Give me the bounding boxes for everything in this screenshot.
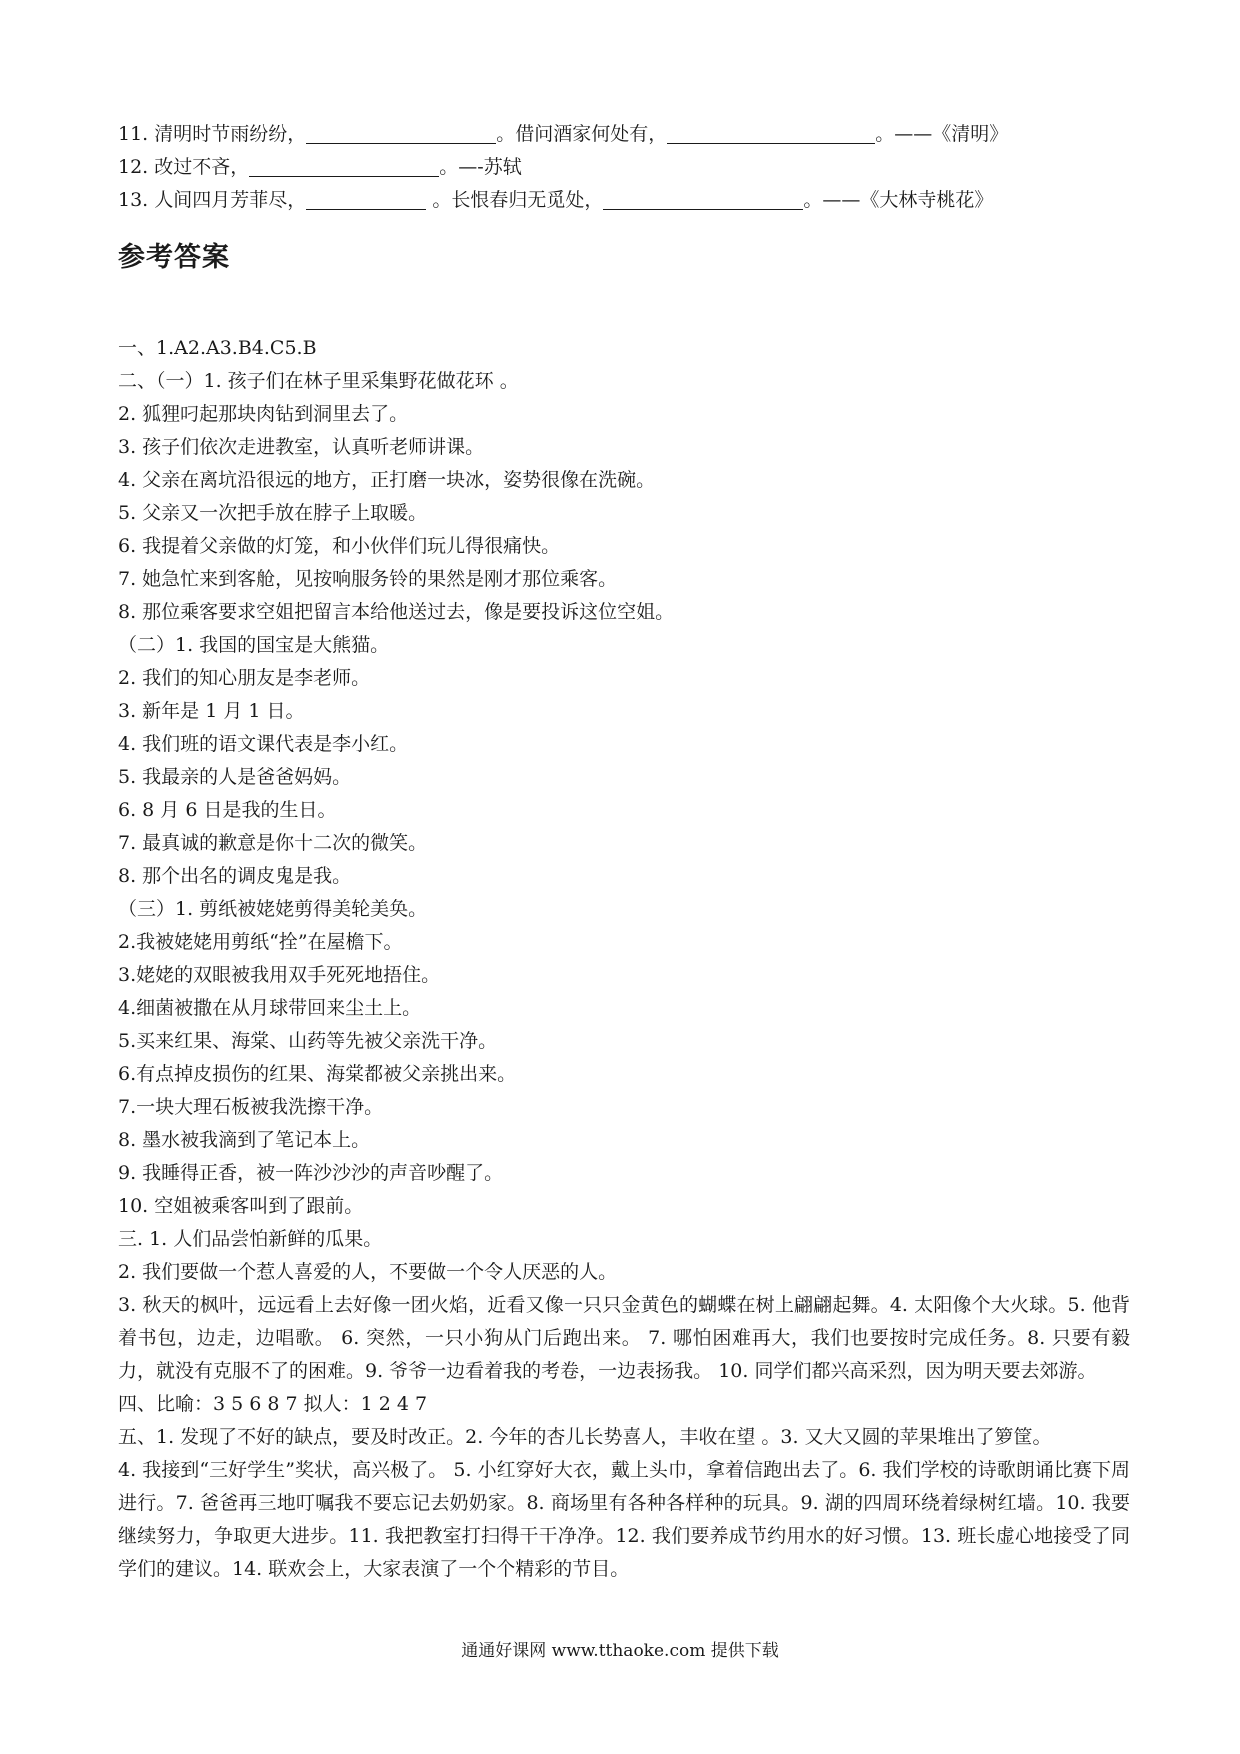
answer-section-3-paragraph: 3. 秋天的枫叶，远远看上去好像一团火焰，近看又像一只只金黄色的蝴蝶在树上翩翩起舞。4. 太阳像个大火球。5. 他背着书包，边走，边唱歌。 6. 突然，一只小狗从门后跑出来。 7. 哪怕困难再大，我们也要按时完成任务。8. 只要有毅力，就没有克服不了的困难。9. 爷爷一边看着我的考卷，一边表扬我。 10. 同学们都兴高采烈，因为明天要去郊游。 xyxy=(118,1294,1130,1382)
answer-section-4: 四、比喻：3 5 6 8 7 拟人：1 2 4 7 xyxy=(118,1393,428,1415)
answer-line: 2. 我们要做一个惹人喜爱的人，不要做一个令人厌恶的人。 xyxy=(118,1261,618,1283)
answer-line: 9. 我睡得正香，被一阵沙沙沙的声音吵醒了。 xyxy=(118,1162,504,1184)
answer-line: 5. 父亲又一次把手放在脖子上取暖。 xyxy=(118,502,428,524)
answer-line: 二、（一）1. 孩子们在林子里采集野花做花环 。 xyxy=(118,370,519,392)
answer-line: 4. 我们班的语文课代表是李小红。 xyxy=(118,733,409,755)
question-text: 。——《大林寺桃花》 xyxy=(803,189,994,211)
question-12 xyxy=(118,151,1130,184)
question-number: 13. xyxy=(118,189,149,211)
question-text: 清明时节雨纷纷， xyxy=(154,123,307,145)
answer-line: （三）1. 剪纸被姥姥剪得美轮美奂。 xyxy=(118,898,428,920)
question-text: 。借问酒家何处有， xyxy=(496,123,668,145)
question-number: 12. xyxy=(118,156,149,178)
answer-line: 5. 我最亲的人是爸爸妈妈。 xyxy=(118,766,352,788)
answers-heading: 参考答案 xyxy=(118,242,230,273)
answer-line: 8. 那位乘客要求空姐把留言本给他送过去，像是要投诉这位空姐。 xyxy=(118,601,675,623)
answer-line: 2.我被姥姥用剪纸“拴”在屋檐下。 xyxy=(118,931,403,953)
question-text: 改过不吝， xyxy=(154,156,250,178)
answer-section-1: 一、1.A2.A3.B4.C5.B xyxy=(118,337,317,359)
answer-blank[interactable] xyxy=(667,123,875,144)
answer-line: 4. 父亲在离坑沿很远的地方，正打磨一块冰，姿势很像在洗碗。 xyxy=(118,469,656,491)
answer-line: 3. 孩子们依次走进教室，认真听老师讲课。 xyxy=(118,436,485,458)
page-footer: 通通好课网 www.tthaoke.com 提供下载 xyxy=(461,1641,779,1661)
answer-section xyxy=(118,332,1130,1586)
question-text: 。长恨春归无觅处， xyxy=(426,189,604,211)
answer-line: 6. 8 月 6 日是我的生日。 xyxy=(118,799,337,821)
answer-line: 6.有点掉皮损伤的红果、海棠都被父亲挑出来。 xyxy=(118,1063,517,1085)
answer-line: （二）1. 我国的国宝是大熊猫。 xyxy=(118,634,390,656)
answer-line: 10. 空姐被乘客叫到了跟前。 xyxy=(118,1195,364,1217)
answer-section-2 xyxy=(118,365,1130,1223)
answer-blank[interactable] xyxy=(306,123,496,144)
answer-line: 8. 那个出名的调皮鬼是我。 xyxy=(118,865,352,887)
answer-line: 5.买来红果、海棠、山药等先被父亲洗干净。 xyxy=(118,1030,498,1052)
question-13 xyxy=(118,184,1130,217)
answer-line: 2. 狐狸叼起那块肉钻到洞里去了。 xyxy=(118,403,409,425)
question-text: 人间四月芳菲尽， xyxy=(154,189,307,211)
answer-section-5-paragraph-1: 五、1. 发现了不好的缺点，要及时改正。2. 今年的杏儿长势喜人，丰收在望 。3. 又大又圆的苹果堆出了箩筐。 xyxy=(118,1426,1052,1448)
answer-line: 7. 她急忙来到客舱，见按响服务铃的果然是刚才那位乘客。 xyxy=(118,568,618,590)
answer-line: 7. 最真诚的歉意是你十二次的微笑。 xyxy=(118,832,428,854)
answer-line: 2. 我们的知心朋友是李老师。 xyxy=(118,667,371,689)
question-11 xyxy=(118,118,1130,151)
question-number: 11. xyxy=(118,123,149,145)
answer-line: 8. 墨水被我滴到了笔记本上。 xyxy=(118,1129,371,1151)
document-page xyxy=(118,118,1130,1586)
question-text: 。——《清明》 xyxy=(875,123,1009,145)
answer-section-3 xyxy=(118,1223,1130,1289)
answer-line: 6. 我提着父亲做的灯笼，和小伙伴们玩儿得很痛快。 xyxy=(118,535,561,557)
answer-line: 4.细菌被撒在从月球带回来尘土上。 xyxy=(118,997,422,1019)
answer-blank[interactable] xyxy=(306,189,426,210)
answer-line: 3.姥姥的双眼被我用双手死死地捂住。 xyxy=(118,964,441,986)
answer-blank[interactable] xyxy=(249,156,439,177)
question-text: 。—-苏轼 xyxy=(439,156,522,178)
answer-line: 三. 1. 人们品尝怕新鲜的瓜果。 xyxy=(118,1228,383,1250)
answer-line: 3. 新年是 1 月 1 日。 xyxy=(118,700,305,722)
answer-section-5-paragraph-2: 4. 我接到“三好学生”奖状，高兴极了。 5. 小红穿好大衣，戴上头巾，拿着信跑出去了。6. 我们学校的诗歌朗诵比赛下周进行。7. 爸爸再三地叮嘱我不要忘记去奶奶家。8. 商场里有各种各样种的玩具。9. 湖的四周环绕着绿树红墙。10. 我要继续努力，争取更大进步。11. 我把教室打扫得干干净净。12. 我们要养成节约用水的好习惯。13. 班长虚心地接受了同学们的建议。14. 联欢会上，大家表演了一个个精彩的节目。 xyxy=(118,1459,1130,1580)
answer-blank[interactable] xyxy=(603,189,803,210)
answer-line: 7.一块大理石板被我洗擦干净。 xyxy=(118,1096,384,1118)
